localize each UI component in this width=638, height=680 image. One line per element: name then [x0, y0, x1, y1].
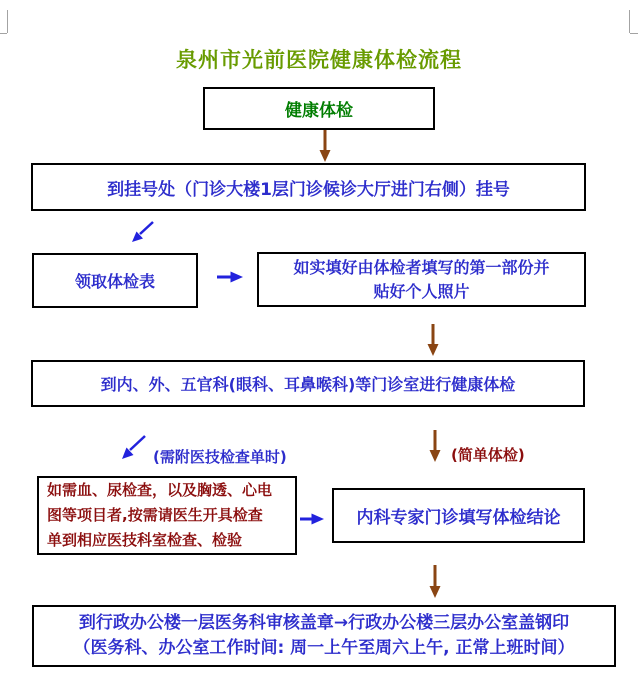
flow-box-conclusion-label: 内科专家门诊填写体检结论: [356, 508, 561, 528]
flow-box-fill-form: [257, 252, 586, 307]
flow-box-clinics: [31, 360, 585, 407]
right-arrow-icon-2: [300, 512, 324, 526]
flow-box-tech-line1: 如需血、尿检查，以及胸透、心电: [47, 481, 273, 499]
flow-box-fill-form-line2: 贴好个人照片: [373, 281, 470, 301]
flow-box-fill-form-line1: 如实填好由体检者填写的第一部份并: [293, 257, 550, 277]
branch-label-simple: (简单体检): [451, 446, 525, 464]
down-arrow-icon-3: [428, 430, 442, 462]
flow-box-start-label: 健康体检: [285, 101, 353, 121]
cropmark-top-right-horizontal: [630, 33, 638, 34]
page-title: 泉州市光前医院健康体检流程: [176, 48, 462, 72]
flow-box-final-stamp: [32, 605, 616, 667]
diagonal-down-left-arrow-icon-1: [130, 220, 156, 244]
cropmark-top-left-horizontal: [0, 33, 7, 34]
flow-box-clinics-label: 到内、外、五官科(眼科、耳鼻喉科)等门诊室进行健康体检: [100, 375, 516, 394]
flow-box-tech-line3: 单到相应医技科室检查、检验: [47, 531, 243, 549]
flow-box-register-label: 到挂号处（门诊大楼1层门诊候诊大厅进门右侧）挂号: [107, 179, 510, 200]
cropmark-top-left-vertical: [7, 10, 8, 33]
flow-box-tech-line2: 图等项目者,按需请医生开具检查: [47, 506, 263, 524]
flow-box-conclusion: [332, 488, 585, 543]
flow-box-register: [31, 163, 586, 211]
flow-box-final-line2: （医务科、办公室工作时间: 周一上午至周六上午, 正常上班时间）: [73, 638, 575, 658]
cropmark-top-right-vertical: [629, 10, 630, 33]
flow-box-get-form-label: 领取体检表: [74, 272, 155, 291]
flow-box-final-line1: 到行政办公楼一层医务科审核盖章→行政办公楼三层办公室盖钢印: [78, 613, 570, 633]
flow-box-start: [203, 87, 435, 130]
diagonal-down-left-arrow-icon-2: [119, 433, 147, 461]
flow-box-tech-checks: [37, 476, 297, 555]
right-arrow-icon-1: [217, 270, 243, 284]
down-arrow-icon-2: [426, 324, 440, 356]
down-arrow-icon-1: [318, 130, 332, 162]
flow-box-get-form: [32, 253, 198, 308]
branch-label-tech: (需附医技检查单时): [153, 448, 287, 466]
down-arrow-icon-4: [428, 565, 442, 598]
